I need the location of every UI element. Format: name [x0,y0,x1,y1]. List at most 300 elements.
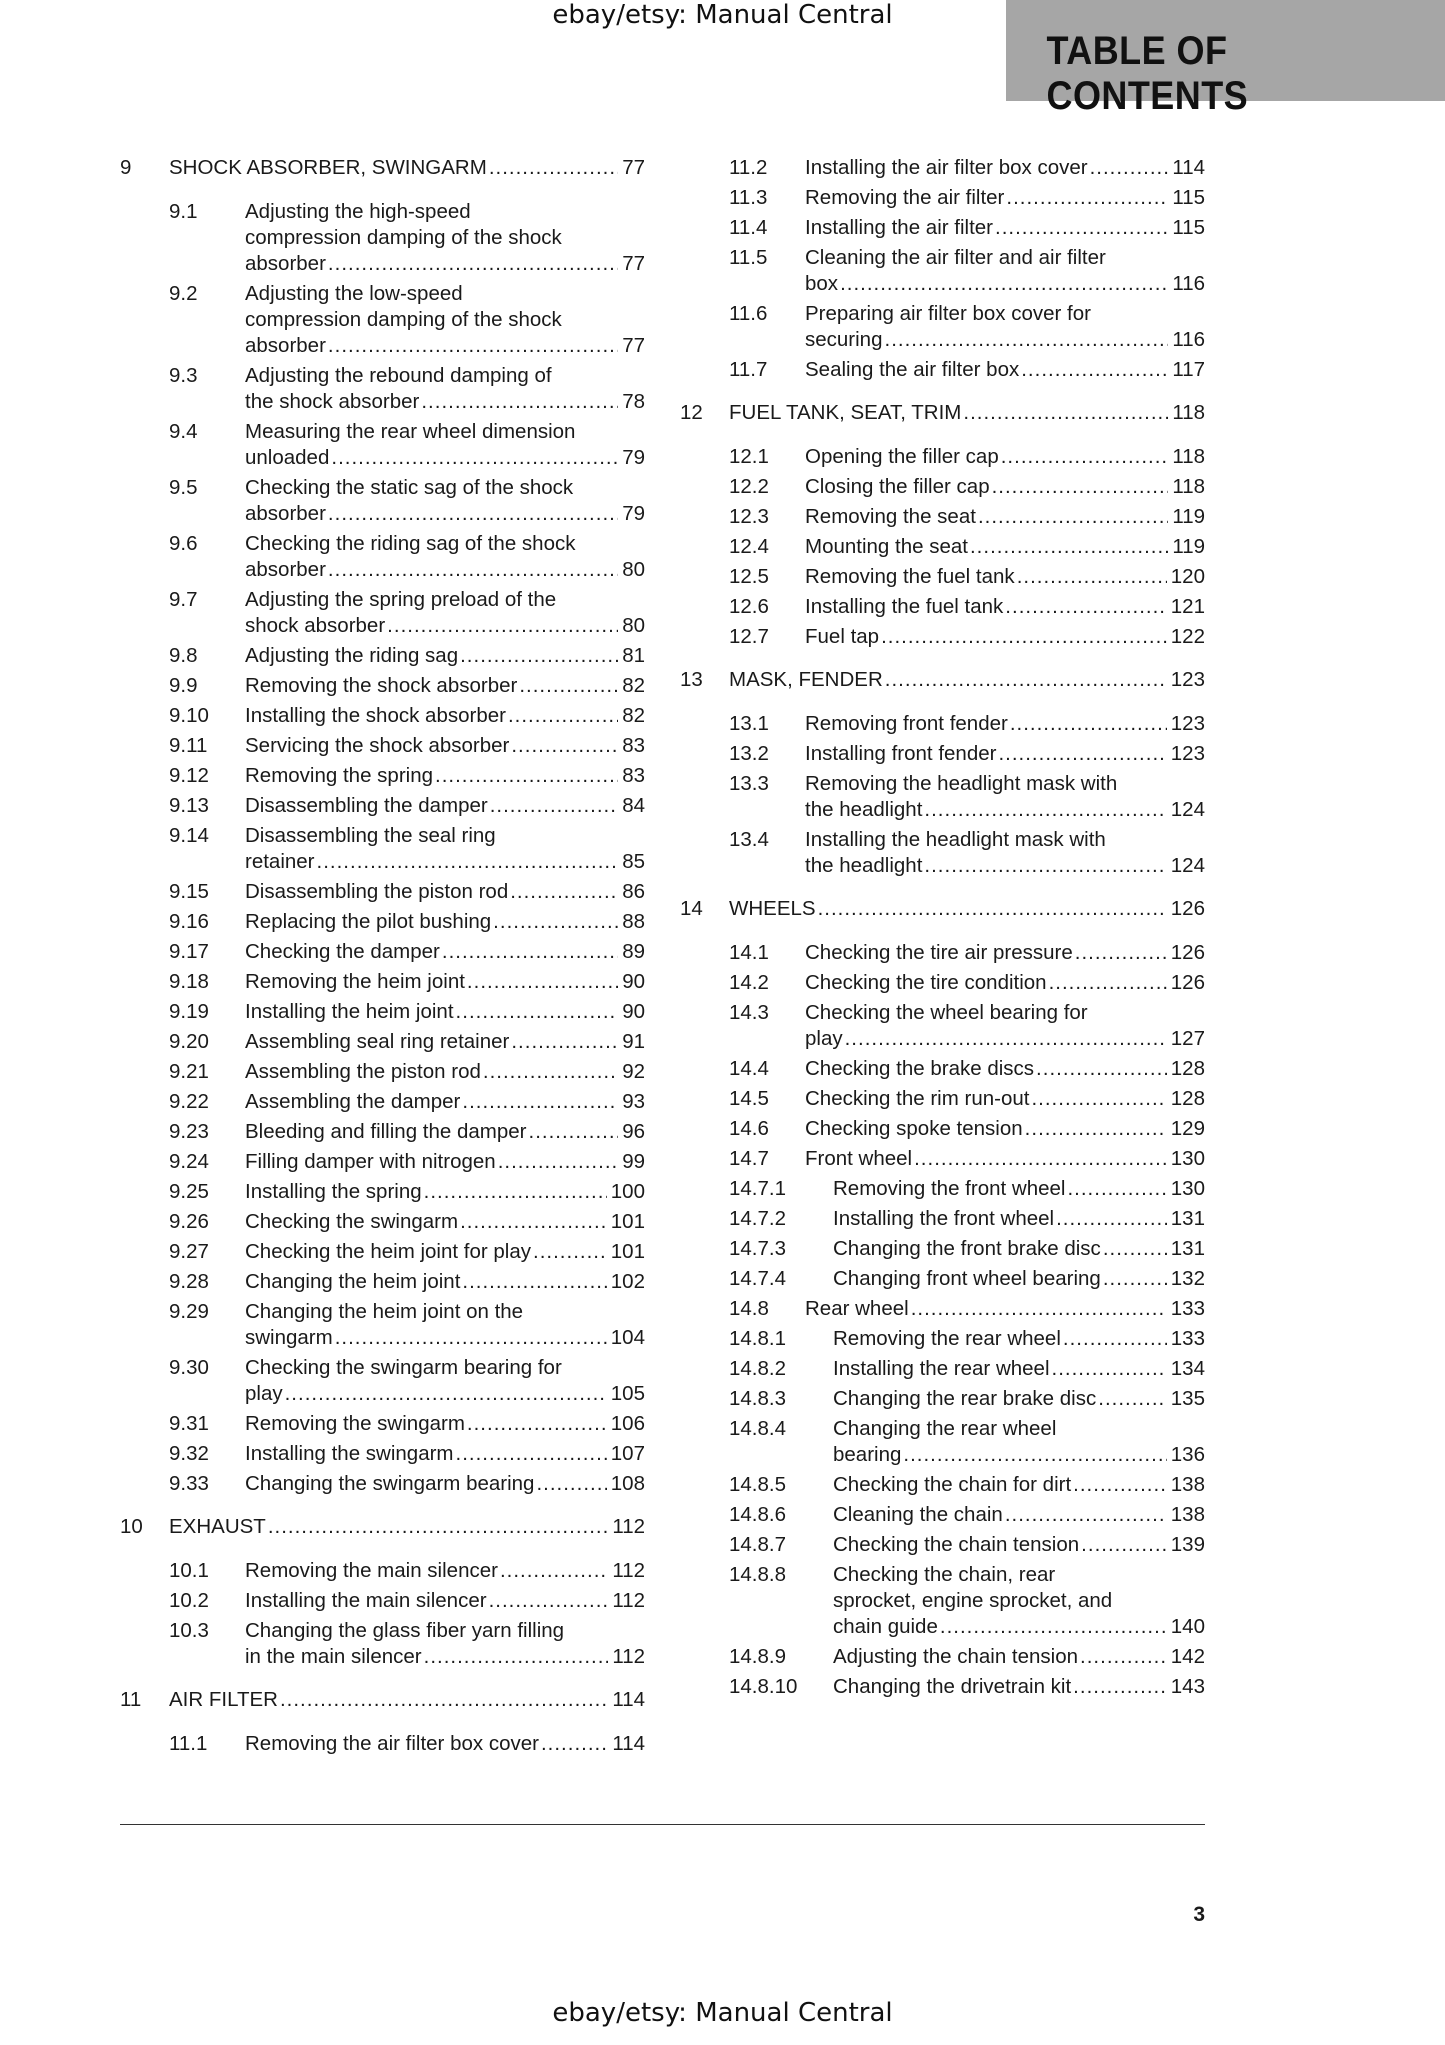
toc-entry-page: 123 [1170,668,1205,691]
dot-leader [511,1029,618,1055]
toc-entry-title-line: Installing the headlight mask with [805,828,1106,851]
toc-entry-title-line: Removing the swingarm [245,1412,465,1435]
toc-entry-body [245,1731,645,1757]
dot-leader [387,613,618,639]
dot-leader [1052,1356,1167,1382]
toc-entry-page: 134 [1170,1357,1205,1380]
dot-leader [1067,1176,1166,1202]
dot-leader [529,1119,619,1145]
toc-entry-page: 118 [1172,445,1205,468]
toc-entry-body [805,215,1205,241]
dot-leader [328,251,618,277]
toc-entry-title-line: Opening the filler cap [805,445,999,468]
toc-entry-title-line: WHEELS [729,897,816,920]
toc-entry-title-line: Changing front wheel bearing [833,1267,1101,1290]
toc-entry-number: 14.8.5 [729,1473,786,1496]
toc-entry-body [805,1116,1205,1142]
toc-entry-page: 126 [1170,941,1205,964]
toc-entry-title-line: Checking the tire air pressure [805,941,1073,964]
dot-leader [1006,185,1168,211]
dot-leader [442,939,618,965]
toc-entry-page: 86 [622,880,645,903]
toc-entry-number: 9.13 [169,794,209,817]
toc-entry-body [805,564,1205,590]
toc-entry-title-line: Installing the main silencer [245,1589,487,1612]
toc-entry-title-line: Installing the swingarm [245,1442,454,1465]
toc-entry-number: 12 [680,401,703,424]
toc-entry-body [245,1411,645,1437]
toc-entry-title-line: Disassembling the damper [245,794,488,817]
toc-entry-body [833,1532,1205,1558]
toc-entry-body [245,969,645,995]
dot-leader [1031,1086,1166,1112]
dot-leader [541,1731,608,1757]
toc-entry-page: 78 [622,390,645,413]
toc-entry-number: 9.10 [169,704,209,727]
dot-leader [510,879,618,905]
toc-entry-title-line: unloaded [245,446,330,469]
toc-entry-title-line: Bleeding and filling the damper [245,1120,527,1143]
toc-entry-title-line: Cleaning the chain [833,1503,1003,1526]
toc-entry-number: 9.22 [169,1090,209,1113]
toc-entry-number: 11.2 [729,156,768,179]
toc-entry-title-line: Changing the drivetrain kit [833,1675,1072,1698]
toc-entry-title-line: Rear wheel [805,1297,909,1320]
toc-entry-number: 14 [680,897,703,920]
toc-entry-body [833,1562,1205,1640]
dot-leader [1081,1532,1167,1558]
toc-entry-title-line: swingarm [245,1326,333,1349]
toc-entry-title-line: Installing front fender [805,742,997,765]
toc-entry-number: 11.5 [729,246,768,269]
toc-entry-title-line: compression damping of the shock [245,308,562,331]
toc-entry-title-line: Installing the rear wheel [833,1357,1050,1380]
toc-entry-body [805,245,1205,297]
toc-entry-number: 14.8.9 [729,1645,786,1668]
dot-leader [490,793,618,819]
toc-entry-body [729,667,1205,693]
toc-entry-page: 77 [622,334,645,357]
toc-entry-number: 13.4 [729,828,769,851]
toc-entry-title-line: Adjusting the spring preload of the [245,588,557,611]
toc-entry-page: 81 [622,644,645,667]
toc-entry-title-line: Changing the swingarm bearing [245,1472,535,1495]
dot-leader [268,1514,608,1540]
toc-entry-title-line: Checking the brake discs [805,1057,1035,1080]
dot-leader [533,1239,607,1265]
watermark-bottom: ebay/etsy: Manual Central [552,1998,893,2028]
toc-entry-page: 119 [1172,505,1205,528]
toc-entry-title-line: Sealing the air filter box [805,358,1020,381]
dot-leader [424,1644,609,1670]
toc-entry-number: 13.2 [729,742,769,765]
dot-leader [840,271,1168,297]
toc-entry-number: 9.29 [169,1300,209,1323]
toc-entry-number: 9.3 [169,364,198,387]
dot-leader [280,1687,608,1713]
toc-entry-number: 12.5 [729,565,769,588]
dot-leader [328,501,618,527]
dot-leader [1075,940,1167,966]
toc-entry-body [805,474,1205,500]
toc-entry-title-line: shock absorber [245,614,386,637]
toc-entry-title-line: Adjusting the riding sag [245,644,459,667]
toc-entry-title-line: Filling damper with nitrogen [245,1150,496,1173]
toc-entry-page: 102 [610,1270,645,1293]
page-number: 3 [1193,1903,1205,1926]
toc-entry-page: 108 [610,1472,645,1495]
toc-entry-page: 101 [610,1210,645,1233]
toc-entry-number: 9.21 [169,1060,209,1083]
toc-entry-page: 142 [1170,1645,1205,1668]
toc-entry-page: 116 [1172,328,1205,351]
toc-entry-body [245,733,645,759]
toc-entry-number: 14.8.10 [729,1675,798,1698]
toc-entry-body [245,763,645,789]
toc-entry-title-line: play [805,1027,843,1050]
toc-entry-body [245,1299,645,1351]
toc-entry-page: 135 [1170,1387,1205,1410]
toc-entry-title-line: Removing the shock absorber [245,674,518,697]
toc-entry-page: 114 [1172,156,1205,179]
toc-entry-title-line: Checking the swingarm bearing for [245,1356,562,1379]
toc-entry-page: 128 [1170,1087,1205,1110]
toc-entry-number: 12.3 [729,505,769,528]
toc-entry-page: 114 [612,1688,645,1711]
dot-leader [519,673,618,699]
toc-entry-body [245,587,645,639]
dot-leader [462,1089,618,1115]
toc-entry-title-line: Removing the air filter [805,186,1005,209]
toc-entry-body [833,1236,1205,1262]
toc-entry-body [169,1687,645,1713]
toc-entry-number: 11.6 [729,302,768,325]
toc-entry-page: 112 [612,1559,645,1582]
dot-leader [992,474,1169,500]
toc-entry-number: 14.7 [729,1147,769,1170]
dot-leader [500,1558,608,1584]
toc-entry-body [245,363,645,415]
toc-entry-page: 121 [1170,595,1205,618]
dot-leader [914,1146,1167,1172]
toc-entry-title-line: Disassembling the seal ring [245,824,496,847]
toc-entry-number: 11.3 [729,186,768,209]
toc-entry-number: 14.8.8 [729,1563,786,1586]
toc-entry-body [805,827,1205,879]
toc-entry-number: 9.1 [169,200,198,223]
dot-leader [995,215,1168,241]
page-title: TABLE OF CONTENTS [1046,29,1249,118]
toc-entry-body [833,1206,1205,1232]
toc-entry-page: 80 [622,558,645,581]
dot-leader [435,763,618,789]
toc-entry-title-line: the shock absorber [245,390,420,413]
dot-leader [940,1614,1167,1640]
toc-entry-page: 88 [622,910,645,933]
toc-entry-page: 82 [622,704,645,727]
toc-entry-page: 119 [1172,535,1205,558]
toc-entry-title-line: Checking the damper [245,940,440,963]
toc-entry-page: 114 [612,1732,645,1755]
toc-entry-title-line: Installing the shock absorber [245,704,506,727]
dot-leader [1103,1236,1167,1262]
dot-leader [970,534,1168,560]
toc-entry-title-line: Checking the chain tension [833,1533,1080,1556]
toc-entry-title-line: Changing the rear wheel [833,1417,1057,1440]
toc-entry-body [805,624,1205,650]
toc-entry-body [245,1179,645,1205]
dot-leader [1080,1644,1167,1670]
toc-entry-body [805,301,1205,353]
toc-entry-title-line: EXHAUST [169,1515,266,1538]
toc-entry-page: 138 [1170,1473,1205,1496]
toc-entry-body [833,1326,1205,1352]
toc-entry-body [833,1502,1205,1528]
toc-entry-page: 83 [622,734,645,757]
toc-entry-number: 9.14 [169,824,209,847]
toc-entry-body [833,1644,1205,1670]
toc-entry-page: 126 [1170,971,1205,994]
toc-entry-number: 12.6 [729,595,769,618]
toc-entry-body [805,357,1205,383]
dot-leader [1005,594,1166,620]
toc-entry-page: 90 [622,1000,645,1023]
dot-leader [489,155,618,181]
toc-entry-title-line: Checking the chain, rear [833,1563,1056,1586]
toc-entry-title-line: Removing the spring [245,764,434,787]
toc-entry-title-line: Checking the wheel bearing for [805,1001,1088,1024]
watermark-top: ebay/etsy: Manual Central [552,0,893,30]
toc-entry-title-line: Changing the rear brake disc [833,1387,1097,1410]
dot-leader [911,1296,1167,1322]
toc-entry-page: 106 [610,1412,645,1435]
toc-entry-number: 14.7.4 [729,1267,786,1290]
toc-entry-page: 77 [622,252,645,275]
toc-entry-page: 80 [622,614,645,637]
toc-entry-title-line: retainer [245,850,315,873]
toc-entry-number: 9.28 [169,1270,209,1293]
dot-leader [462,1269,606,1295]
toc-entry-number: 12.1 [729,445,769,468]
toc-entry-body [833,1416,1205,1468]
toc-entry-body [245,281,645,359]
dot-leader [489,1588,609,1614]
toc-entry-page: 104 [610,1326,645,1349]
toc-entry-body [805,970,1205,996]
dot-leader [498,1149,619,1175]
toc-entry-page: 89 [622,940,645,963]
toc-entry-number: 9.4 [169,420,198,443]
toc-entry-title-line: sprocket, engine sprocket, and [833,1589,1113,1612]
toc-entry-title-line: absorber [245,334,326,357]
toc-entry-title-line: Installing the fuel tank [805,595,1004,618]
toc-entry-body [833,1386,1205,1412]
toc-entry-body [245,939,645,965]
dot-leader [881,624,1167,650]
dot-leader [460,643,618,669]
toc-entry-body [833,1356,1205,1382]
toc-entry-number: 9.33 [169,1472,209,1495]
toc-entry-title-line: Removing front fender [805,712,1008,735]
toc-entry-number: 9.27 [169,1240,209,1263]
toc-entry-title-line: Adjusting the chain tension [833,1645,1079,1668]
toc-entry-title-line: Replacing the pilot bushing [245,910,492,933]
toc-entry-body [805,1146,1205,1172]
dot-leader [508,703,618,729]
toc-entry-title-line: Closing the filler cap [805,475,990,498]
toc-entry-number: 9.15 [169,880,209,903]
toc-entry-body [245,703,645,729]
toc-entry-page: 131 [1170,1207,1205,1230]
toc-entry-title-line: SHOCK ABSORBER, SWINGARM [169,156,487,179]
toc-entry-number: 9.5 [169,476,198,499]
toc-entry-body [805,534,1205,560]
toc-entry-title-line: Adjusting the low-speed [245,282,463,305]
dot-leader [1017,564,1167,590]
toc-entry-page: 124 [1170,798,1205,821]
toc-entry-body [245,1618,645,1670]
dot-leader [845,1026,1167,1052]
toc-entry-title-line: Changing the heim joint on the [245,1300,524,1323]
toc-entry-body [245,475,645,527]
toc-entry-body [805,155,1205,181]
toc-entry-page: 90 [622,970,645,993]
dot-leader [328,333,618,359]
toc-entry-title-line: Checking the chain for dirt [833,1473,1072,1496]
toc-entry-number: 9.24 [169,1150,209,1173]
toc-entry-title-line: Checking the riding sag of the shock [245,532,576,555]
toc-entry-number: 14.5 [729,1087,769,1110]
dot-leader [1021,357,1168,383]
toc-entry-title-line: Removing the headlight mask with [805,772,1118,795]
toc-entry-body [245,1119,645,1145]
toc-entry-number: 9.7 [169,588,198,611]
toc-entry-title-line: Removing the heim joint [245,970,465,993]
toc-entry-body [245,643,645,669]
dot-leader [924,797,1166,823]
toc-entry-body [245,1149,645,1175]
toc-entry-page: 120 [1170,565,1205,588]
dot-leader [1098,1386,1167,1412]
toc-entry-page: 83 [622,764,645,787]
toc-entry-number: 14.7.1 [729,1177,786,1200]
toc-entry-page: 127 [1170,1027,1205,1050]
toc-entry-title-line: in the main silencer [245,1645,422,1668]
dot-leader [1073,1674,1167,1700]
dot-leader [1010,711,1167,737]
toc-entry-title-line: Installing the spring [245,1180,422,1203]
toc-entry-page: 112 [612,1645,645,1668]
toc-entry-page: 105 [610,1382,645,1405]
toc-entry-number: 14.7.3 [729,1237,786,1260]
toc-entry-page: 92 [622,1060,645,1083]
toc-entry-number: 9.25 [169,1180,209,1203]
toc-entry-title-line: Removing the front wheel [833,1177,1066,1200]
toc-entry-body [833,1176,1205,1202]
toc-entry-number: 11.1 [169,1732,208,1755]
toc-entry-page: 96 [622,1120,645,1143]
toc-entry-page: 79 [622,446,645,469]
toc-entry-number: 13.1 [729,712,769,735]
toc-entry-title-line: Checking the rim run-out [805,1087,1030,1110]
toc-entry-title-line: Assembling seal ring retainer [245,1030,510,1053]
dot-leader [317,849,619,875]
toc-entry-page: 100 [610,1180,645,1203]
toc-entry-title-line: the headlight [805,854,923,877]
toc-entry-title-line: chain guide [833,1615,938,1638]
toc-entry-body [805,1056,1205,1082]
toc-entry-page: 124 [1170,854,1205,877]
toc-entry-page: 126 [1170,897,1205,920]
toc-entry-title-line: absorber [245,252,326,275]
toc-entry-number: 10 [120,1515,143,1538]
toc-entry-number: 14.8.4 [729,1417,786,1440]
toc-entry-page: 130 [1170,1177,1205,1200]
toc-entry-body [729,896,1205,922]
toc-entry-body [245,419,645,471]
toc-entry-number: 9.16 [169,910,209,933]
dot-leader [1005,1502,1167,1528]
toc-entry-number: 9.9 [169,674,198,697]
toc-entry-body [729,400,1205,426]
toc-entry-title-line: Preparing air filter box cover for [805,302,1091,325]
toc-entry-page: 116 [1172,272,1205,295]
dot-leader [467,969,618,995]
toc-entry-body [245,1588,645,1614]
toc-entry-page: 112 [612,1589,645,1612]
toc-entry-number: 9.12 [169,764,209,787]
toc-entry-body [245,1059,645,1085]
toc-entry-number: 9.8 [169,644,198,667]
toc-entry-title-line: bearing [833,1443,902,1466]
toc-entry-number: 14.8.3 [729,1387,786,1410]
toc-entry-number: 9.23 [169,1120,209,1143]
toc-entry-page: 136 [1170,1443,1205,1466]
dot-leader [903,1442,1166,1468]
toc-entry-body [245,1355,645,1407]
toc-entry-page: 91 [622,1030,645,1053]
toc-entry-page: 139 [1170,1533,1205,1556]
toc-entry-body [245,823,645,875]
dot-leader [331,445,618,471]
dot-leader [285,1381,607,1407]
toc-entry-title-line: Changing the front brake disc [833,1237,1101,1260]
toc-entry-body [805,504,1205,530]
dot-leader [1056,1206,1167,1232]
toc-entry-page: 138 [1170,1503,1205,1526]
toc-entry-number: 9.20 [169,1030,209,1053]
dot-leader [1001,444,1169,470]
toc-entry-page: 77 [622,156,645,179]
toc-entry-body [805,711,1205,737]
toc-entry-page: 131 [1170,1237,1205,1260]
toc-entry-number: 9 [120,156,132,179]
dot-leader [978,504,1168,530]
toc-entry-number: 9.18 [169,970,209,993]
dot-leader [424,1179,607,1205]
toc-entry-number: 11.4 [729,216,768,239]
toc-entry-page: 133 [1170,1327,1205,1350]
toc-entry-number: 14.8.6 [729,1503,786,1526]
toc-entry-title-line: Checking the swingarm [245,1210,459,1233]
toc-entry-page: 122 [1170,625,1205,648]
toc-entry-body [245,531,645,583]
toc-entry-title-line: Assembling the damper [245,1090,461,1113]
toc-entry-number: 9.26 [169,1210,209,1233]
toc-entry-number: 9.31 [169,1412,209,1435]
toc-entry-title-line: Removing the air filter box cover [245,1732,539,1755]
dot-leader [335,1325,607,1351]
